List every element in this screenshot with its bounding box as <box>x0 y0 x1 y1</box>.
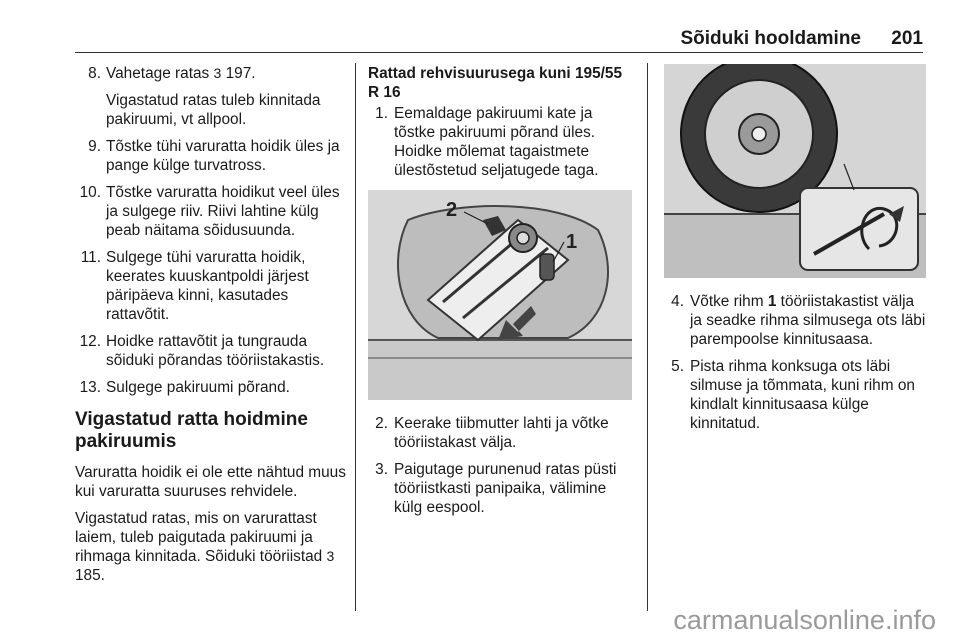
step-number: 9. <box>88 138 101 155</box>
section-title: Rattad rehvisuurusega kuni 195/55 R 16 <box>368 65 623 101</box>
column-3 <box>664 64 926 441</box>
step-11 <box>75 248 347 324</box>
column-divider-1 <box>355 63 356 611</box>
column-divider-2 <box>647 63 648 611</box>
chapter-title: Sõiduki hooldamine <box>680 28 861 49</box>
step-text: Sulgege tühi varuratta hoidik, keerates kuuskantpoldi järjest päripäeva kinni, kasutades rattavõtit. <box>106 249 309 323</box>
step-number: 4. <box>671 293 684 310</box>
step-text: Tõstke varuratta hoidikut veel üles ja sulgege riiv. Riivi lahtine külg peab näitama sõidusuunda. <box>106 184 340 239</box>
page-number: 201 <box>891 28 923 49</box>
step-12 <box>75 332 347 370</box>
step-3 <box>368 460 632 517</box>
header-rule <box>75 52 923 53</box>
figure-tool-box <box>368 190 632 400</box>
step-number: 3. <box>375 461 388 478</box>
column-1 <box>75 64 347 593</box>
page-reference: 197. <box>221 65 256 82</box>
page-header <box>75 28 923 50</box>
cross-reference-arrow-icon: 3 <box>326 548 335 564</box>
step-text: tööriistakastist välja ja seadke rihma silmusega ots läbi parempoolse kinnitusaasa. <box>690 293 926 348</box>
step-4 <box>664 292 926 349</box>
tool-box-illustration <box>368 190 632 400</box>
step-text: Pista rihma konksuga ots läbi silmuse ja tõmmata, kuni rihm on kindlalt kinnitusaasa külge kinnitatud. <box>690 358 915 432</box>
step-text: Eemaldage pakiruumi kate ja tõstke pakiruumi põrand üles. Hoidke mõlemat tagaistmete ülestõstetud seljatugede taga. <box>394 105 599 179</box>
paragraph: Varuratta hoidik ei ole ette nähtud muus kui varuratta suuruses rehvidele. <box>75 464 346 500</box>
step-number: 8. <box>88 65 101 82</box>
step-number: 2. <box>375 415 388 432</box>
step-note: Vigastatud ratas tuleb kinnitada pakiruumi, vt allpool. <box>106 92 321 128</box>
step-number: 11. <box>80 249 101 266</box>
column-2 <box>368 64 632 525</box>
step-13 <box>75 378 347 397</box>
step-text: Hoidke rattavõtit ja tungrauda sõiduki põrandas tööriistakastis. <box>106 333 325 369</box>
step-number: 5. <box>671 358 684 375</box>
step-text: Võtke rihm <box>690 293 768 310</box>
step-number: 13. <box>79 379 101 396</box>
cross-reference-arrow-icon: 3 <box>213 65 222 81</box>
step-8 <box>75 64 347 129</box>
page-reference: 185. <box>75 567 105 584</box>
step-number: 1. <box>375 105 388 122</box>
step-text: Tõstke tühi varuratta hoidik üles ja pange külge turvatross. <box>106 138 340 174</box>
step-5 <box>664 357 926 433</box>
step-text: Keerake tiibmutter lahti ja võtke tööriistakast välja. <box>394 415 609 451</box>
figure-label-2: 2 <box>446 199 458 221</box>
step-text: Paigutage purunenud ratas püsti tööriistkasti panipaika, välimine külg eespool. <box>394 461 617 516</box>
step-text: Sulgege pakiruumi põrand. <box>106 379 290 396</box>
watermark: carmanualsonline.info <box>673 605 936 635</box>
step-9 <box>75 137 347 175</box>
spare-wheel-strap-illustration <box>664 64 926 278</box>
paragraph <box>75 509 347 585</box>
step-number: 10. <box>79 184 101 201</box>
step-10 <box>75 183 347 240</box>
callout-number: 1 <box>767 293 777 310</box>
step-2 <box>368 414 632 452</box>
step-number: 12. <box>79 333 101 350</box>
paragraph-text: Vigastatud ratas, mis on varurattast laiem, tuleb paigutada pakiruumi ja rihmaga kinnitada. Sõiduki tööriistad <box>75 510 327 565</box>
subheading: Vigastatud ratta hoidmine pakiruumis <box>75 409 308 452</box>
step-1 <box>368 104 632 180</box>
figure-spare-wheel-strap <box>664 64 926 278</box>
step-text: Vahetage ratas <box>106 65 214 82</box>
figure-label-1: 1 <box>566 231 578 253</box>
